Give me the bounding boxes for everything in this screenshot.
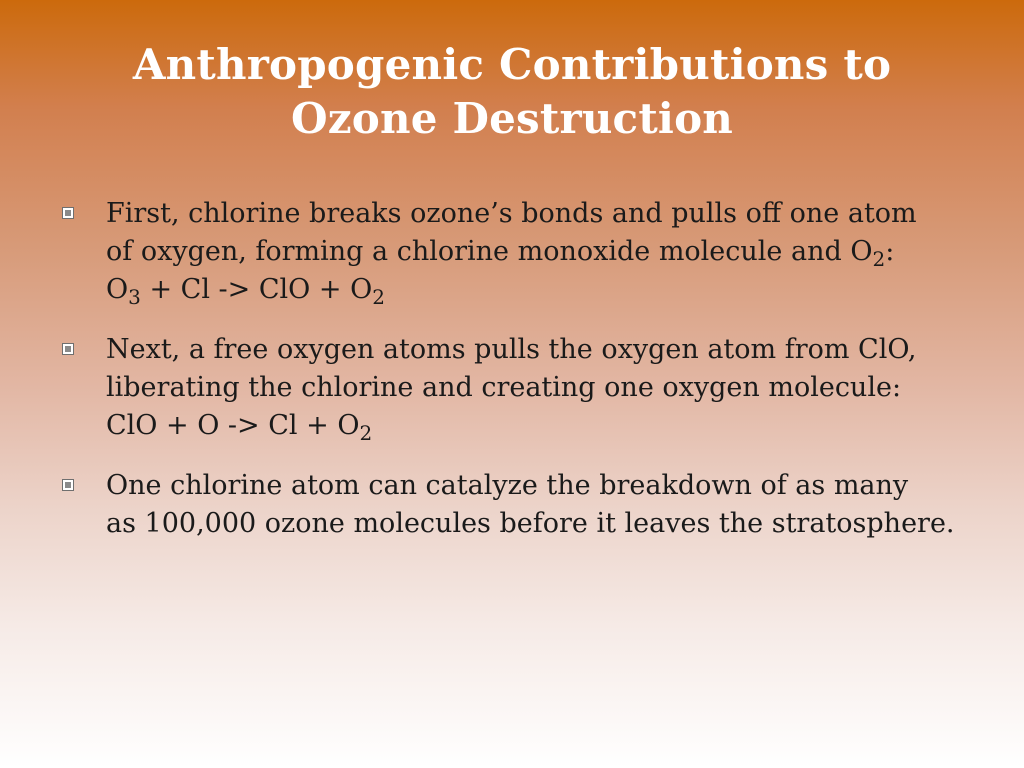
title-line-2: Ozone Destruction	[290, 94, 734, 143]
subscript: 2	[372, 285, 385, 309]
title-line-1: Anthropogenic Contributions to	[132, 40, 892, 89]
bullet-2-line-2: liberating the chlorine and creating one oxygen molecule:	[106, 372, 902, 403]
bullet-item-2	[62, 331, 982, 445]
bullet-item-1	[62, 195, 982, 309]
bullet-item-3	[62, 467, 982, 543]
equation-part: + Cl -> ClO + O	[140, 274, 373, 305]
equation-part: O	[106, 274, 129, 305]
square-bullet-icon	[62, 343, 74, 355]
bullet-1-line-2-end: :	[885, 236, 895, 267]
bullet-1-line-1: First, chlorine breaks ozone’s bonds and pulls off one atom	[106, 198, 917, 229]
subscript: 2	[359, 421, 373, 445]
bullet-2-line-1: Next, a free oxygen atoms pulls the oxygen atom from ClO,	[106, 334, 917, 365]
bullet-1-equation	[106, 271, 982, 309]
subscript: 2	[872, 247, 886, 271]
bullet-2-equation	[106, 407, 982, 445]
subscript: 3	[128, 285, 141, 309]
bullet-3-line-2: as 100,000 ozone molecules before it leaves the stratosphere.	[106, 508, 955, 539]
bullet-3-line-1: One chlorine atom can catalyze the breakdown of as many	[106, 470, 909, 501]
equation-part: ClO + O -> Cl + O	[106, 410, 360, 441]
square-bullet-icon	[62, 479, 74, 491]
bullet-1-line-2-text: of oxygen, forming a chlorine monoxide molecule and O	[106, 236, 873, 267]
square-bullet-icon	[62, 207, 74, 219]
bullet-list	[62, 195, 982, 565]
bullet-1-line-2	[106, 233, 982, 271]
slide-title	[80, 38, 944, 146]
